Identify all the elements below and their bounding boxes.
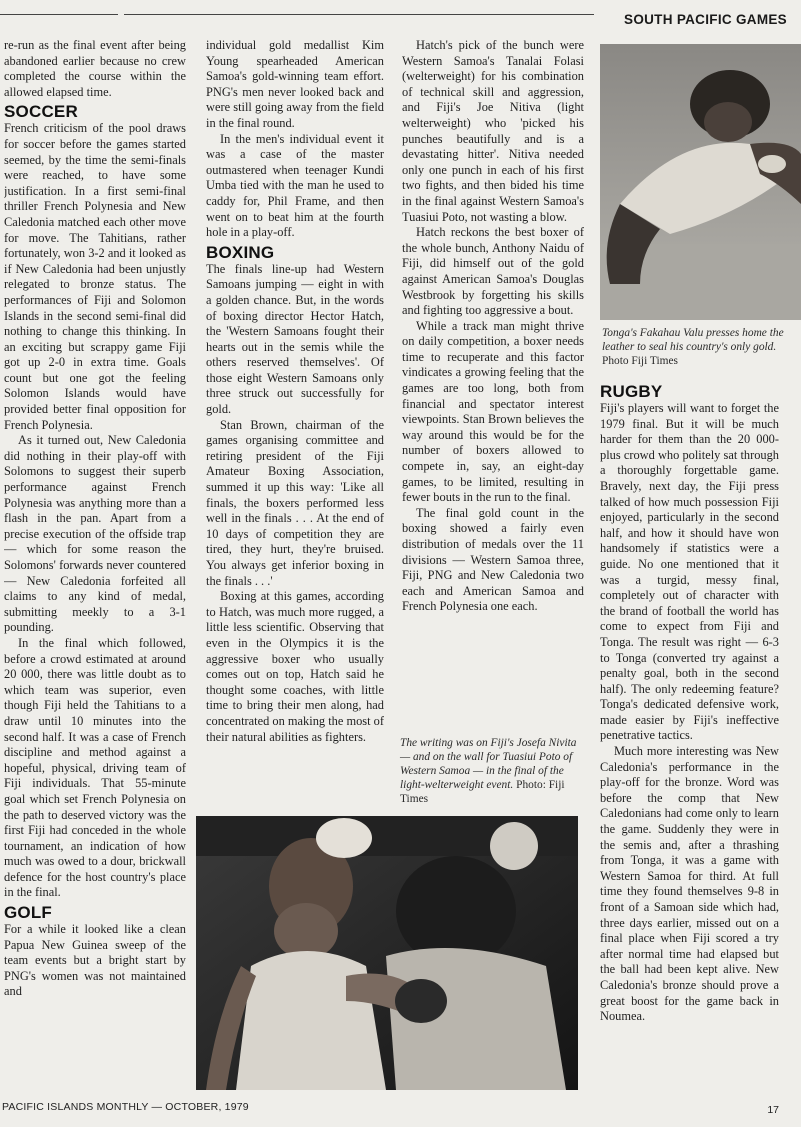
rugby-paragraph-2: Much more interesting was New Caledonia's performance in the play-off for the bronze. Word was before the comp that New Caledonians had come only to learn the game. Suddenly they were in the semis and, after a thrashing from Tonga, it was a game with Western Samoa for third. At full time they found themselves 9-8 in front of a Samoan side which had, three days earlier, missed out on a final place when Fiji scored a try after normal time had elapsed but the ball had been kept alive. New Caledonia's bronze should prove a great boost for the game back in Noumea.	[600, 744, 779, 1024]
rugby-paragraph-1: Fiji's players will want to forget the 1979 final. But it will be much harder for them than the 20 000-plus crowd who politely sat through a thoroughly forgettable game. Bravely, next day, the Fiji press talked of how much possession Fiji enjoyed, particularly in the second half, and how it should have won handsomely if statistics were a guide. No one mentioned that it was a turgid, messy final, completely out of character with the brand of football the world has come to expect from Fiji and Tonga. The result was right — 6-3 to Tonga (converted try against a penalty goal, both in the second half). The only redeeming feature? Tonga's dedicated defensive work, made easier by Fiji's ineffective penetrative tactics.	[600, 401, 779, 743]
heading-golf: GOLF	[4, 903, 53, 923]
column-2	[206, 38, 384, 806]
header-rule-left	[0, 14, 118, 15]
soccer-paragraph-1: French criticism of the pool draws for soccer before the games started seemed, by the time the semi-finals were reached, to have some justification. In a first semi-final thriller French Polynesia and New Caledonia matched each other move for move. The Tahitians, rather fortunately, won 3-2 and it looked as if New Caledonia had been unjustly relegated to bronze status. The performances of Fiji and Solomon Islands in the second semi-final did nothing to change this thinking. In an exciting but scrappy game Fiji got up 2-0 in extra time. Goals count but one got the feeling Solomon Islands would have provided better final opposition for French Polynesia.	[4, 121, 186, 432]
rugby-photo-image	[600, 44, 801, 320]
golf-paragraph-1: For a while it looked like a clean Papua New Guinea sweep of the team events but a bright start by PNG's women was not maintained and	[4, 922, 186, 999]
rugby-photo-caption	[602, 326, 799, 368]
column-1	[4, 38, 186, 1083]
heading-boxing: BOXING	[206, 242, 275, 262]
boxing-photo	[196, 816, 578, 1090]
boxing-photo-image	[196, 816, 578, 1090]
column-4	[600, 380, 779, 1088]
rugby-caption-credit: Photo Fiji Times	[602, 355, 678, 367]
golf-paragraph-2: individual gold medallist Kim Young spearheaded American Samoa's gold-winning team effort. PNG's men never looked back and were still going away from the field in the final round.	[206, 38, 384, 130]
boxing-caption-text: The writing was on Fiji's Josefa Nivita — and on the wall for Tuasiui Poto of Western Samoa — in the final of the light-welterweight event.	[400, 737, 577, 791]
soccer-paragraph-3: In the final which followed, before a crowd estimated at around 20 000, there was little doubt as to which team was superior, even though Fiji held the Tahitians to a draw until 10 minutes into the second half. It was a case of French discipline and method against a hopeful, physical, driving team of Fiji individuals. That 55-minute goal which set French Polynesia on the path to deserved victory was the first Fiji had conceded in the whole tournament, an indication of how much was owed to a dour, brickwall defence for the host country's place in the final.	[4, 635, 186, 900]
footer-publication: PACIFIC ISLANDS MONTHLY — OCTOBER, 1979	[2, 1101, 249, 1113]
golf-paragraph-3: In the men's individual event it was a case of the master outmastered when teenager Kundi Umba tied with the man he used to caddy for, Phil Frame, and then went on to beat him at the fourth hole in a play-off.	[206, 131, 384, 240]
boxing-paragraph-2: Stan Brown, chairman of the games organising committee and retiring president of the Fiji Amateur Boxing Association, summed it up this way: 'Like all finals, the boxers performed less well in the finals . . . At the end of 10 days of competition they are tired, they hurt, they're bruised. You always get inferior boxing in the finals . . .'	[206, 417, 384, 588]
boxing-caption-credit: Photo: Fiji Times	[400, 779, 565, 805]
rugby-caption-text: Tonga's Fakahau Valu presses home the leather to seal his country's only gold.	[602, 327, 784, 353]
rugby-photo	[600, 44, 801, 320]
heading-rugby: RUGBY	[600, 382, 663, 401]
boxing-photo-caption	[400, 736, 586, 806]
heading-soccer: SOCCER	[4, 102, 78, 122]
rerun-paragraph: re-run as the final event after being abandoned earlier because no crew completed the course within the allowed elapsed time.	[4, 38, 186, 99]
boxing-paragraph-4: Hatch's pick of the bunch were Western Samoa's Tanalai Folasi (welterweight) for his combination of technical skill and aggression, and Fiji's Joe Nitiva (light welterweight) who 'picked his punches beautifully and is a devastating hitter'. Nitiva needed only one punch in each of his first two fights, and then bided his time in the final against Western Samoa's Tuasiui Poto, not wasting a blow.	[402, 38, 584, 224]
boxing-paragraph-6: While a track man might thrive on daily competition, a boxer needs time to recuperate and this factor vindicates a growing feeling that the games are too long, both from financial and spectator interest viewpoints. Stan Brown believes the way around this would be for the number of boxers allowed to compete in, say, an eight-day games, to be limited, resulting in fewer bouts in the run to the final.	[402, 318, 584, 505]
boxing-paragraph-7: The final gold count in the boxing showed a fairly even distribution of medals over the 11 divisions — Western Samoa three, Fiji, PNG and New Caledonia two each and American Samoa and French Polynesia one each.	[402, 505, 584, 614]
boxing-paragraph-1: The finals line-up had Western Samoans jumping — eight in with a golden chance. But, in the words of boxing director Hector Hatch, the 'Western Samoans fought their hearts out in the semis while the others reserved themselves'. Of those eight Western Samoans only three struck out successfully for gold.	[206, 261, 384, 417]
footer-page-number: 17	[767, 1104, 779, 1116]
boxing-paragraph-3: Boxing at this games, according to Hatch, was much more rugged, a little less scientific. Observing that even in the Olympics it is the aggressive boxer who usually comes out on top, Hatch said he thought some coaches, with little time to bring their men along, had concentrated on making the most of their natural abilities as fighters.	[206, 589, 384, 744]
soccer-paragraph-2: As it turned out, New Caledonia did nothing in their play-off with Solomons to suggest their superb performance against French Polynesia was anything more than a flash in the pan. Apart from a precise execution of the offside trap — which for some reason the Solomons' forwards never countered — New Caledonia forfeited all claims to any kind of medal, submitting meekly to a 3-1 pounding.	[4, 433, 186, 635]
header-rule-mid	[124, 14, 594, 15]
boxing-paragraph-5: Hatch reckons the best boxer of the whole bunch, Anthony Naidu of Fiji, did himself out of the gold against American Samoa's Douglas Westbrook by forgetting his skills and fighting too aggressive a bout.	[402, 225, 584, 318]
column-3	[402, 38, 584, 708]
section-label: SOUTH PACIFIC GAMES	[624, 12, 787, 27]
